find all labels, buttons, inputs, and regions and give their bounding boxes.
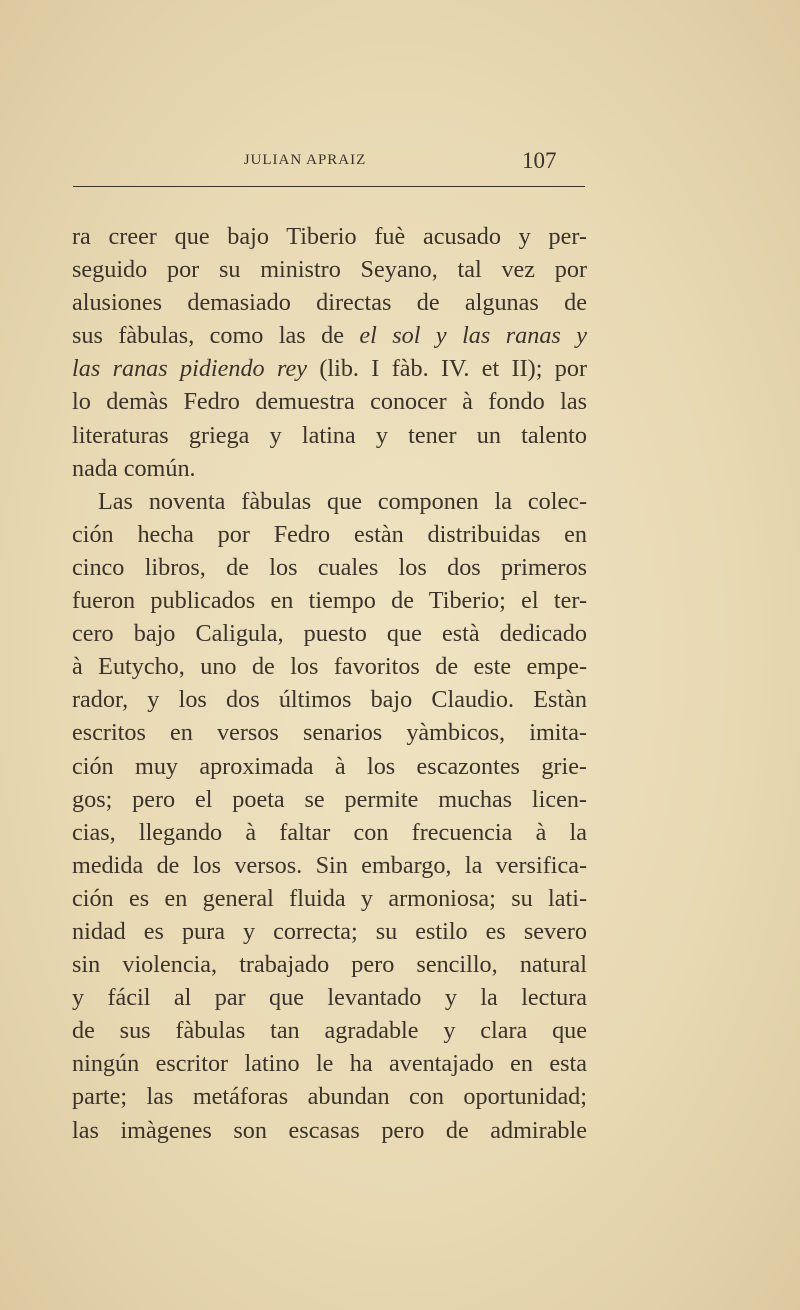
text-line: alusiones demasiado directas de algunas de bbox=[72, 289, 587, 317]
running-title: JULIAN APRAIZ bbox=[243, 152, 367, 168]
text-line: ción muy aproximada à los escazontes grie- bbox=[72, 752, 587, 780]
italic-title: las ranas pidiendo rey bbox=[72, 355, 307, 383]
text-line: fueron publicados en tiempo de Tiberio; el ter- bbox=[72, 587, 587, 615]
text-line: parte; las metáforas abundan con oportunidad; bbox=[72, 1083, 587, 1111]
text-line: ción es en general fluida y armoniosa; su lati- bbox=[72, 884, 587, 912]
text-line: literaturas griega y latina y tener un talento bbox=[72, 421, 587, 449]
text-line: de sus fàbulas tan agradable y clara que bbox=[72, 1017, 587, 1045]
text-line: rador, y los dos últimos bajo Claudio. Estàn bbox=[72, 686, 587, 714]
text-line: medida de los versos. Sin embargo, la versifica- bbox=[72, 851, 587, 879]
text-line: lo demàs Fedro demuestra conocer à fondo las bbox=[72, 388, 587, 416]
text-line: nada común. bbox=[72, 454, 196, 482]
text-segment: sus fàbulas, como las de bbox=[72, 322, 344, 350]
text-line: cinco libros, de los cuales los dos primeros bbox=[72, 553, 587, 581]
text-line: Las noventa fàbulas que componen la colec- bbox=[98, 487, 587, 515]
text-line: sin violencia, trabajado pero sencillo, natural bbox=[72, 951, 587, 979]
page-number: 107 bbox=[522, 148, 557, 173]
italic-title: el sol y las ranas y bbox=[359, 322, 588, 350]
text-line: ción hecha por Fedro estàn distribuidas en bbox=[72, 520, 587, 548]
text-line: las imàgenes son escasas pero de admirable bbox=[72, 1116, 587, 1144]
text-line: à Eutycho, uno de los favoritos de este empe- bbox=[72, 653, 587, 681]
text-line: nidad es pura y correcta; su estilo es severo bbox=[72, 917, 587, 945]
page-body bbox=[72, 220, 587, 1147]
text-line: escritos en versos senarios yàmbicos, imita- bbox=[72, 719, 587, 747]
text-segment: (lib. I fàb. IV. et II); por bbox=[319, 355, 588, 383]
text-line: y fácil al par que levantado y la lectura bbox=[72, 984, 587, 1012]
text-line: gos; pero el poeta se permite muchas licen- bbox=[72, 785, 587, 813]
text-line: cias, llegando à faltar con frecuencia à la bbox=[72, 818, 587, 846]
header-rule bbox=[73, 186, 585, 187]
text-line: seguido por su ministro Seyano, tal vez por bbox=[72, 256, 587, 284]
text-line: cero bajo Caligula, puesto que està dedicado bbox=[72, 620, 587, 648]
text-line bbox=[72, 352, 587, 385]
text-line bbox=[72, 319, 587, 352]
text-line: ra creer que bajo Tiberio fuè acusado y per- bbox=[72, 223, 587, 250]
text-line: ningún escritor latino le ha aventajado en esta bbox=[72, 1050, 587, 1078]
